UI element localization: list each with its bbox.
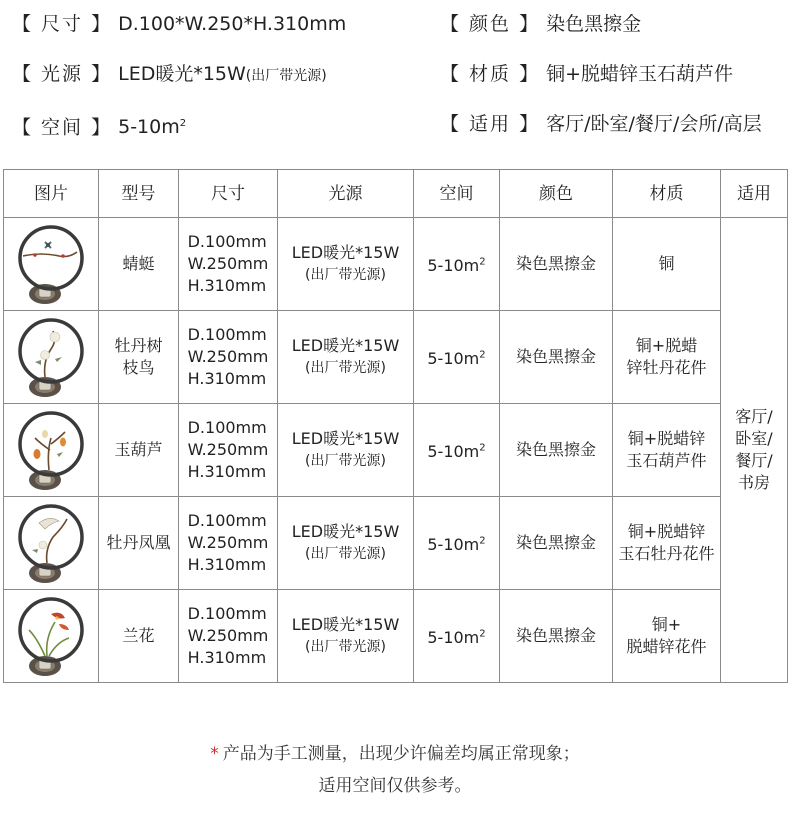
usage-line: 客厅/ bbox=[735, 407, 773, 426]
footer-line-2: 适用空间仅供参考。 bbox=[318, 776, 472, 796]
row-image-cell bbox=[4, 404, 99, 497]
row-image-cell bbox=[4, 218, 99, 311]
row-size-cell bbox=[179, 404, 278, 497]
row-light-cell bbox=[278, 218, 414, 311]
header-model: 型号 bbox=[99, 170, 179, 218]
size-values bbox=[188, 510, 269, 576]
spec-space: 【 空间 】 $5-10m^2$ bbox=[12, 116, 187, 139]
row-size-cell bbox=[179, 590, 278, 683]
usage-line: 餐厅/ bbox=[735, 451, 773, 470]
usage-line: 书房 bbox=[737, 473, 770, 492]
space-number: 5-10m bbox=[427, 255, 480, 275]
space-number: 5-10m bbox=[427, 534, 480, 554]
row-space-cell bbox=[414, 497, 500, 590]
row-space-cell bbox=[414, 311, 500, 404]
light-note: (出厂带光源) bbox=[305, 267, 386, 283]
space-number: 5-10m bbox=[427, 627, 480, 647]
size-values bbox=[188, 603, 269, 669]
row-size-cell bbox=[179, 218, 278, 311]
space-exponent: 2 bbox=[479, 628, 486, 640]
spec-light: 【 光源 】 LED暖光*15W(出厂带光源) bbox=[12, 63, 327, 85]
space-exponent: 2 bbox=[479, 535, 486, 547]
jade-gourd-lamp-image bbox=[4, 408, 98, 492]
usage-line: 卧室/ bbox=[735, 429, 773, 448]
row-light-cell bbox=[278, 311, 414, 404]
material-line: 铜+脱蜡锌 bbox=[627, 429, 706, 448]
header-image: 图片 bbox=[4, 170, 99, 218]
row-material-cell bbox=[613, 311, 721, 404]
size-values bbox=[188, 324, 269, 390]
light-value: LED暖光*15W bbox=[291, 336, 400, 355]
row-space-cell bbox=[414, 404, 500, 497]
row-color-cell bbox=[500, 497, 613, 590]
material-line: 铜+脱蜡锌 bbox=[627, 522, 706, 541]
row-space-cell bbox=[414, 590, 500, 683]
material-line: 铜 bbox=[658, 254, 675, 273]
space-exponent: 2 bbox=[479, 349, 486, 361]
material-line: 铜+ bbox=[651, 615, 682, 634]
material-line: 铜+脱蜡 bbox=[635, 336, 698, 355]
light-note: (出厂带光源) bbox=[305, 546, 386, 562]
space-value bbox=[427, 535, 485, 554]
space-value bbox=[427, 256, 485, 275]
row-color-cell bbox=[500, 311, 613, 404]
header-size: 尺寸 bbox=[179, 170, 278, 218]
light-value: LED暖光*15W bbox=[291, 429, 400, 448]
header-light: 光源 bbox=[278, 170, 414, 218]
row-size-cell bbox=[179, 311, 278, 404]
size-values bbox=[188, 417, 269, 483]
model-name: 兰花 bbox=[122, 626, 155, 645]
model-name: 玉葫芦 bbox=[114, 440, 163, 459]
size-value: W.250mm bbox=[187, 533, 269, 552]
row-material-cell bbox=[613, 497, 721, 590]
product-table bbox=[3, 169, 788, 683]
row-light-cell bbox=[278, 590, 414, 683]
material-line: 锌牡丹花件 bbox=[626, 358, 707, 377]
space-number: 5-10m bbox=[427, 348, 480, 368]
size-value: D.100mm bbox=[187, 604, 267, 623]
spec-material: 【 材质 】 铜+脱蜡锌玉石葫芦件 bbox=[440, 63, 734, 85]
size-value: H.310mm bbox=[187, 648, 267, 667]
spec-usage: 【 适用 】 客厅/卧室/餐厅/会所/高层 bbox=[440, 113, 762, 135]
row-color-cell bbox=[500, 404, 613, 497]
color-value: 染色黑擦金 bbox=[515, 440, 596, 459]
footer-line-1: * 产品为手工测量，出现少许偏差均属正常现象； bbox=[210, 744, 580, 764]
table-row bbox=[4, 311, 788, 404]
color-value: 染色黑擦金 bbox=[515, 347, 596, 366]
asterisk: * bbox=[210, 744, 219, 764]
size-value: W.250mm bbox=[187, 626, 269, 645]
size-values bbox=[188, 231, 269, 297]
light-value: LED暖光*15W bbox=[291, 243, 400, 262]
color-value: 染色黑擦金 bbox=[515, 254, 596, 273]
peony-phoenix-lamp-image bbox=[4, 501, 98, 585]
model-name: 蜻蜓 bbox=[122, 254, 155, 273]
size-value: H.310mm bbox=[187, 555, 267, 574]
material-line: 脱蜡锌花件 bbox=[626, 637, 707, 656]
space-value bbox=[427, 349, 485, 368]
space-exponent: 2 bbox=[479, 256, 486, 268]
header-space: 空间 bbox=[414, 170, 500, 218]
row-color-cell bbox=[500, 590, 613, 683]
peony-bird-lamp-image bbox=[4, 315, 98, 399]
orchid-lamp-image bbox=[4, 594, 98, 678]
light-note: (出厂带光源) bbox=[305, 639, 386, 655]
row-space-cell bbox=[414, 218, 500, 311]
space-number: 5-10m bbox=[427, 441, 480, 461]
table-row bbox=[4, 497, 788, 590]
size-value: D.100mm bbox=[187, 325, 267, 344]
model-name: 枝鸟 bbox=[122, 358, 155, 377]
size-value: D.100mm bbox=[187, 232, 267, 251]
row-model-cell bbox=[99, 497, 179, 590]
size-value: W.250mm bbox=[187, 440, 269, 459]
spec-size: 【 尺寸 】 D.100*W.250*H.310mm bbox=[12, 13, 347, 35]
table-header-row bbox=[4, 170, 788, 218]
size-value: H.310mm bbox=[187, 276, 267, 295]
material-line: 玉石牡丹花件 bbox=[618, 544, 715, 563]
spec-summary bbox=[0, 0, 790, 160]
size-value: W.250mm bbox=[187, 347, 269, 366]
table-row bbox=[4, 590, 788, 683]
dragonfly-lamp-image bbox=[4, 222, 98, 306]
spec-color: 【 颜色 】 染色黑擦金 bbox=[440, 13, 642, 35]
row-material-cell bbox=[613, 218, 721, 311]
footer-note bbox=[0, 738, 790, 802]
table-row bbox=[4, 218, 788, 311]
row-image-cell bbox=[4, 497, 99, 590]
row-light-cell bbox=[278, 497, 414, 590]
table-row bbox=[4, 404, 788, 497]
model-name: 牡丹凤凰 bbox=[106, 533, 171, 552]
row-image-cell bbox=[4, 311, 99, 404]
size-value: H.310mm bbox=[187, 369, 267, 388]
row-material-cell bbox=[613, 404, 721, 497]
row-color-cell bbox=[500, 218, 613, 311]
row-usage-cell bbox=[721, 218, 788, 683]
color-value: 染色黑擦金 bbox=[515, 626, 596, 645]
row-light-cell bbox=[278, 404, 414, 497]
light-note: (出厂带光源) bbox=[305, 360, 386, 376]
header-color: 颜色 bbox=[500, 170, 613, 218]
size-value: W.250mm bbox=[187, 254, 269, 273]
size-value: H.310mm bbox=[187, 462, 267, 481]
row-model-cell bbox=[99, 311, 179, 404]
material-line: 玉石葫芦件 bbox=[626, 451, 707, 470]
header-usage: 适用 bbox=[721, 170, 788, 218]
space-value bbox=[427, 442, 485, 461]
light-note: (出厂带光源) bbox=[305, 453, 386, 469]
row-model-cell bbox=[99, 590, 179, 683]
size-value: D.100mm bbox=[187, 511, 267, 530]
row-model-cell bbox=[99, 218, 179, 311]
space-value bbox=[427, 628, 485, 647]
light-value: LED暖光*15W bbox=[291, 615, 400, 634]
header-material: 材质 bbox=[613, 170, 721, 218]
color-value: 染色黑擦金 bbox=[515, 533, 596, 552]
row-image-cell bbox=[4, 590, 99, 683]
row-model-cell bbox=[99, 404, 179, 497]
size-value: D.100mm bbox=[187, 418, 267, 437]
row-size-cell bbox=[179, 497, 278, 590]
model-name: 牡丹树 bbox=[114, 336, 163, 355]
space-exponent: 2 bbox=[479, 442, 486, 454]
row-material-cell bbox=[613, 590, 721, 683]
light-value: LED暖光*15W bbox=[291, 522, 400, 541]
